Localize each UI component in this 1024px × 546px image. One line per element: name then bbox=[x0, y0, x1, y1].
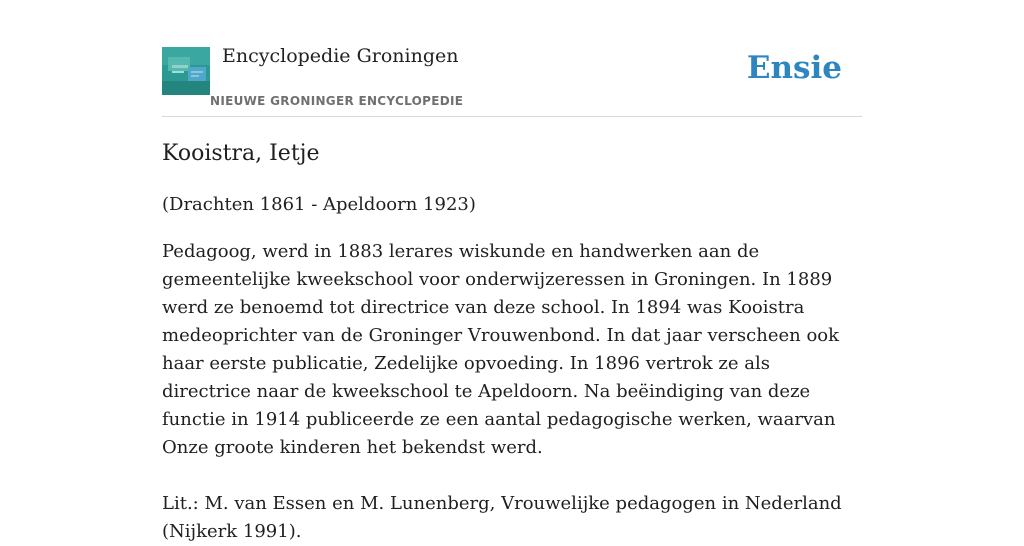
article-dates: (Drachten 1861 - Apeldoorn 1923) bbox=[162, 194, 476, 215]
article bbox=[162, 138, 862, 546]
site-title[interactable]: Encyclopedie Groningen bbox=[222, 45, 459, 67]
site-subtitle: NIEUWE GRONINGER ENCYCLOPEDIE bbox=[210, 94, 464, 108]
article-literature: Lit.: M. van Essen en M. Lunenberg, Vrouwelijke pedagogen in Nederland (Nijkerk 1991). bbox=[162, 493, 842, 542]
ensie-brand-logo[interactable]: Ensie bbox=[746, 50, 842, 86]
site-header bbox=[162, 0, 862, 117]
article-title: Kooistra, Ietje bbox=[162, 141, 320, 166]
encyclopedie-groningen-logo-icon[interactable] bbox=[162, 47, 210, 95]
article-body: Pedagoog, werd in 1883 lerares wiskunde en handwerken aan de gemeentelijke kweekschool voor onderwijzeressen in Groningen. In 1889 werd ze benoemd tot directrice van deze school. In 1894 was Kooistra medeoprichter van de Groninger Vrouwenbond. In dat jaar verscheen ook haar eerste publicatie, Zedelijke opvoeding. In 1896 vertrok ze als directrice naar de kweekschool te Apeldoorn. Na beëindiging van deze functie in 1914 publiceerde ze een aantal pedagogische werken, waarvan Onze groote kinderen het bekendst werd. bbox=[162, 241, 840, 458]
